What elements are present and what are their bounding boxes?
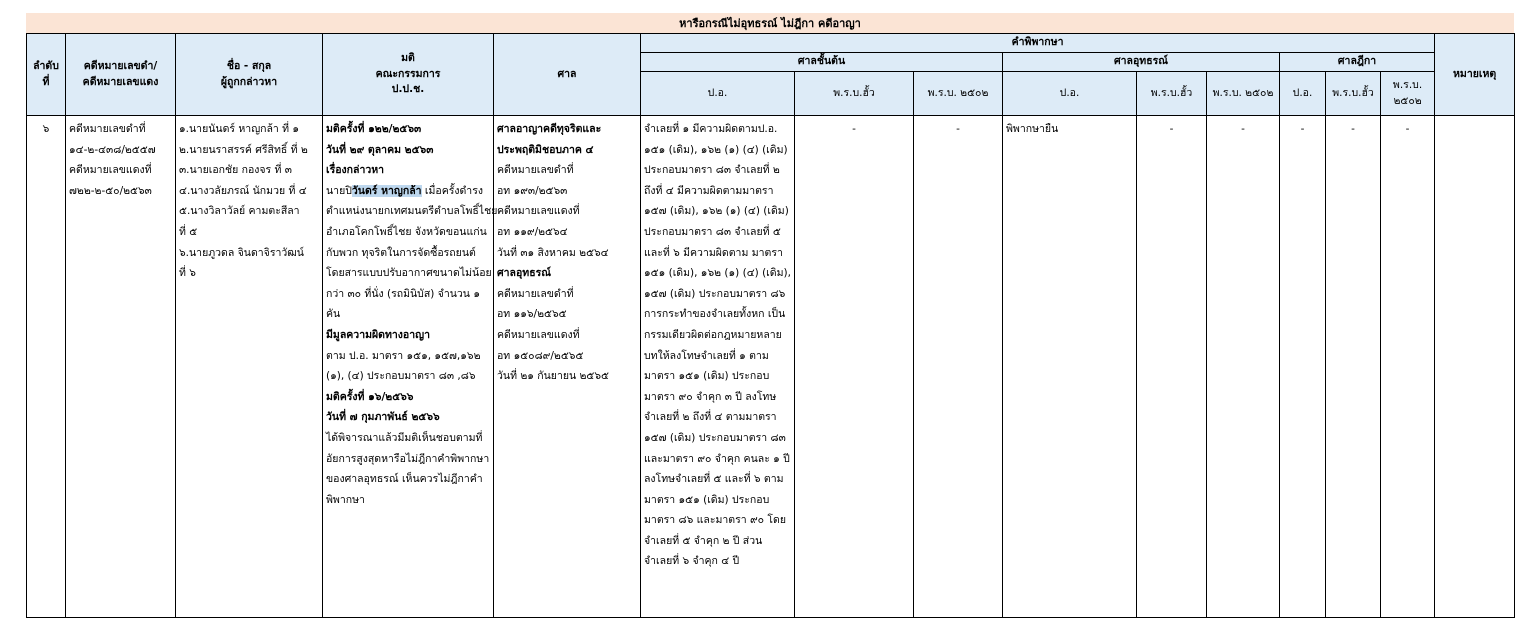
text-line: พิพากษา [326,493,365,506]
cell-appeal-tua: - [1137,116,1207,618]
text-line: คัน [326,308,341,321]
header-appeal-court: ศาลอุทธรณ์ [1003,53,1280,72]
header-court: ศาล [494,34,641,116]
text-line: คดีหมายเลขแดงที่ [69,164,152,177]
text-line: ๑๕๗ (เดิม) ประกอบมาตรา ๘๖ [644,287,786,300]
cell-first-court-pa [641,116,795,618]
header-case-number: คดีหมายเลขดำ/ คดีหมายเลขแดง [66,34,176,116]
cell-appeal-2502: - [1207,116,1280,618]
text-line: ๕.นางวิลาวัลย์ คามตะสีลา [179,205,300,218]
text-line: ลงโทษจำเลยที่ ๕ และที่ ๖ ตาม [644,473,784,486]
cell-case-number [66,116,176,618]
header-first-2502: พ.ร.บ. ๒๕๐๒ [914,72,1003,116]
sheet-title: หารือกรณีไม่อุทธรณ์ ไม่ฎีกา คดีอาญา [26,13,1514,33]
table-row [27,116,1515,618]
case-table [26,33,1515,618]
text-line: วันที่ ๓๑ สิงหาคม ๒๕๖๔ [497,246,609,259]
header-accused-name: ชื่อ - สกุล ผู้ถูกกล่าวหา [176,34,323,116]
header-resolution: มติ คณะกรรมการ ป.ป.ช. [323,34,494,116]
highlighted-name: วันดร์ หาญกล้า [351,184,422,197]
text-line: และมาตรา ๙๐ จำคุก คนละ ๑ ปี [644,452,790,465]
text-line: ประกอบมาตรา ๘๓ จำเลยที่ ๒ [644,164,780,177]
text-line: คดีหมายเลขแดงที่ [497,205,580,218]
text-line: ๑๕๑ (เดิม), ๑๖๒ (๑) (๔) (เดิม) [644,143,788,156]
text-line: จำเลยที่ ๖ จำคุก ๔ ปี [644,555,740,568]
text-line: อท ๑๕๐๘๙/๒๕๖๕ [497,349,584,362]
text-line: (๑), (๔) ประกอบมาตรา ๘๓ ,๘๖ [326,370,476,383]
header-appeal-pa: ป.อ. [1003,72,1137,116]
text-line: อำเภอโคกโพธิ์ไชย จังหวัดขอนแก่น [326,225,487,238]
text-line: ๑.นายนันดร์ หาญกล้า ที่ ๑ [179,123,300,135]
text-line: มาตรา ๑๕๑ (เดิม) ประกอบ [644,493,770,506]
text-line: ๓.นายเอกชัย กองจร ที่ ๓ [179,164,292,177]
text-line: คดีหมายเลขดำที่ [497,164,574,177]
text-line: ถึงที่ ๔ มีความผิดตามมาตรา [644,184,774,197]
text-line: กับพวก ทุจริตในการจัดซื้อรถยนต์ [326,246,476,259]
cell-appeal-pa: พิพากษายืน [1003,116,1137,618]
text-line: อท ๑๙๓/๒๕๖๓ [497,184,568,197]
text-line: มาตรา ๑๕๑ (เดิม) ประกอบ [644,370,770,383]
cell-remarks [1435,116,1515,618]
cell-no: ๖ [27,116,66,618]
header-appeal-2502: พ.ร.บ. ๒๕๐๒ [1207,72,1280,116]
text-line: กว่า ๓๐ ที่นั่ง (รถมินิบัส) จำนวน ๑ [326,287,480,300]
text-line: มาตรา ๘๖ และมาตรา ๙๐ โดย [644,514,787,527]
text-line: โดยสารแบบปรับอากาศขนาดไม่น้อย [326,267,492,280]
text-line: จำเลยที่ ๒ ถึงที่ ๔ ตามมาตรา [644,411,777,424]
cell-supreme-2502: - [1381,116,1435,618]
text-line: ที่ ๖ [179,267,196,280]
text-line: จำเลยที่ ๑ มีความผิดตามป.อ. [644,123,778,135]
text-line: การกระทำของจำเลยทั้งหก เป็น [644,308,786,321]
text-line: ๒.นายนราสรรค์ ศรีสิทธิ์ ที่ ๒ [179,143,308,156]
text-line: จำเลยที่ ๕ จำคุก ๒ ปี ส่วน [644,534,763,547]
text-line: ๔.นางวลัยภรณ์ นักมวย ที่ ๔ [179,184,307,197]
header-supreme-2502: พ.ร.บ. ๒๕๐๒ [1381,72,1435,116]
text-line: วันที่ ๒๑ กันยายน ๒๕๖๕ [497,370,609,383]
text-line: ๑๕๑ (เดิม), ๑๖๒ (๑) (๔) (เดิม), [644,267,791,280]
text-line: อท ๑๑๖/๒๕๖๕ [497,308,567,321]
text-line: ตำแหน่งนายกเทศมนตรีตำบลโพธิ์ไชย [326,205,498,218]
text-line: คดีหมายเลขดำที่ [69,123,146,135]
header-first-tua: พ.ร.บ.ฮั้ว [795,72,914,116]
text-line: อท ๑๑๙/๒๕๖๔ [497,225,568,238]
text-line: ๖.นายภูวดล จินดาจิราวัฒน์ [179,246,304,259]
text-line: และที่ ๖ มีความผิดตาม มาตรา [644,246,783,259]
cell-first-court-tua: - [795,116,914,618]
text-line: ๑๕๗ (เดิม), ๑๖๒ (๑) (๔) (เดิม) [644,205,789,218]
text-line: ๗๒๒-๒-๕๐/๒๕๖๓ [69,184,152,197]
text-line: บทให้ลงโทษจำเลยที่ ๑ ตาม [644,349,769,362]
header-first-court: ศาลชั้นต้น [641,53,1003,72]
header-first-pa: ป.อ. [641,72,795,116]
cell-supreme-tua: - [1326,116,1381,618]
cell-resolution: มติครั้งที่ ๑๒๒/๒๕๖๓ วันที่ ๒๙ ตุลาคม ๒๕๖๓ เรื่องกล่าวหา นายปิวันดร์ หาญกล้า เมื่อครั้งดำรง ตำแหน่งนายกเทศมนตรีตำบลโพธิ์ไชย อำเภอโคกโพธิ์ไชย จังหวัดขอนแก่น กับพวก ทุจริตในการจัดซื้อรถยนต์ โดยสารแบบปรับอากาศขนาดไม่น้อย กว่า ๓๐ ที่นั่ง (รถมินิบัส) จำนวน ๑ คัน มีมูลความผิดทางอาญา ตาม ป.อ. มาตรา ๑๕๑, ๑๕๗,๑๖๒ (๑), (๔) ประกอบมาตรา ๘๓ ,๘๖ มติครั้งที่ ๑๖/๒๕๖๖ วันที่ ๗ กุมภาพันธ์ ๒๕๖๖ ได้พิจารณาแล้วมีมติเห็นชอบตามที่ อัยการสูงสุดหารือไม่ฎีกาคำพิพากษา ของศาลอุทธรณ์ เห็นควรไม่ฎีกาคำ พิพากษา [323,116,494,618]
text-line: มาตรา ๙๐ จำคุก ๓ ปี ลงโทษ [644,390,777,403]
header-no: ลำดับ ที่ [27,34,66,116]
text-line: อัยการสูงสุดหารือไม่ฎีกาคำพิพากษา [326,452,490,465]
header-appeal-tua: พ.ร.บ.ฮั้ว [1137,72,1207,116]
text-line: ๑๕๗ (เดิม) ประกอบมาตรา ๘๓ [644,431,786,444]
header-judgment: คำพิพากษา [641,34,1435,53]
cell-accused-names [176,116,323,618]
header-remarks: หมายเหตุ [1435,34,1515,116]
text-line: คดีหมายเลขแดงที่ [497,328,580,341]
text-line: ๑๔-๒-๔๓๘/๒๕๕๗ [69,143,156,156]
text-line: กรรมเดียวผิดต่อกฎหมายหลาย [644,328,782,341]
text-line: ของศาลอุทธรณ์ เห็นควรไม่ฎีกาคำ [326,473,483,486]
header-supreme-pa: ป.อ. [1280,72,1326,116]
text-line: ได้พิจารณาแล้วมีมติเห็นชอบตามที่ [326,431,483,444]
cell-first-court-2502: - [914,116,1003,618]
cell-court: ศาลอาญาคดีทุจริตและ ประพฤติมิชอบภาค ๔ คดีหมายเลขดำที่ อท ๑๙๓/๒๕๖๓ คดีหมายเลขแดงที่ อท ๑๑๙/๒๕๖๔ วันที่ ๓๑ สิงหาคม ๒๕๖๔ ศาลอุทธรณ์ คดีหมายเลขดำที่ อท ๑๑๖/๒๕๖๕ คดีหมายเลขแดงที่ อท ๑๕๐๘๙/๒๕๖๕ วันที่ ๒๑ กันยายน ๒๕๖๕ [494,116,641,618]
text-line: ตาม ป.อ. มาตรา ๑๕๑, ๑๕๗,๑๖๒ [326,349,481,362]
header-supreme-court: ศาลฎีกา [1280,53,1435,72]
header-supreme-tua: พ.ร.บ.ฮั้ว [1326,72,1381,116]
cell-supreme-pa: - [1280,116,1326,618]
text-line: คดีหมายเลขดำที่ [497,287,574,300]
text-line: ประกอบมาตรา ๘๓ จำเลยที่ ๕ [644,225,781,238]
text-line: ที่ ๕ [179,225,198,238]
